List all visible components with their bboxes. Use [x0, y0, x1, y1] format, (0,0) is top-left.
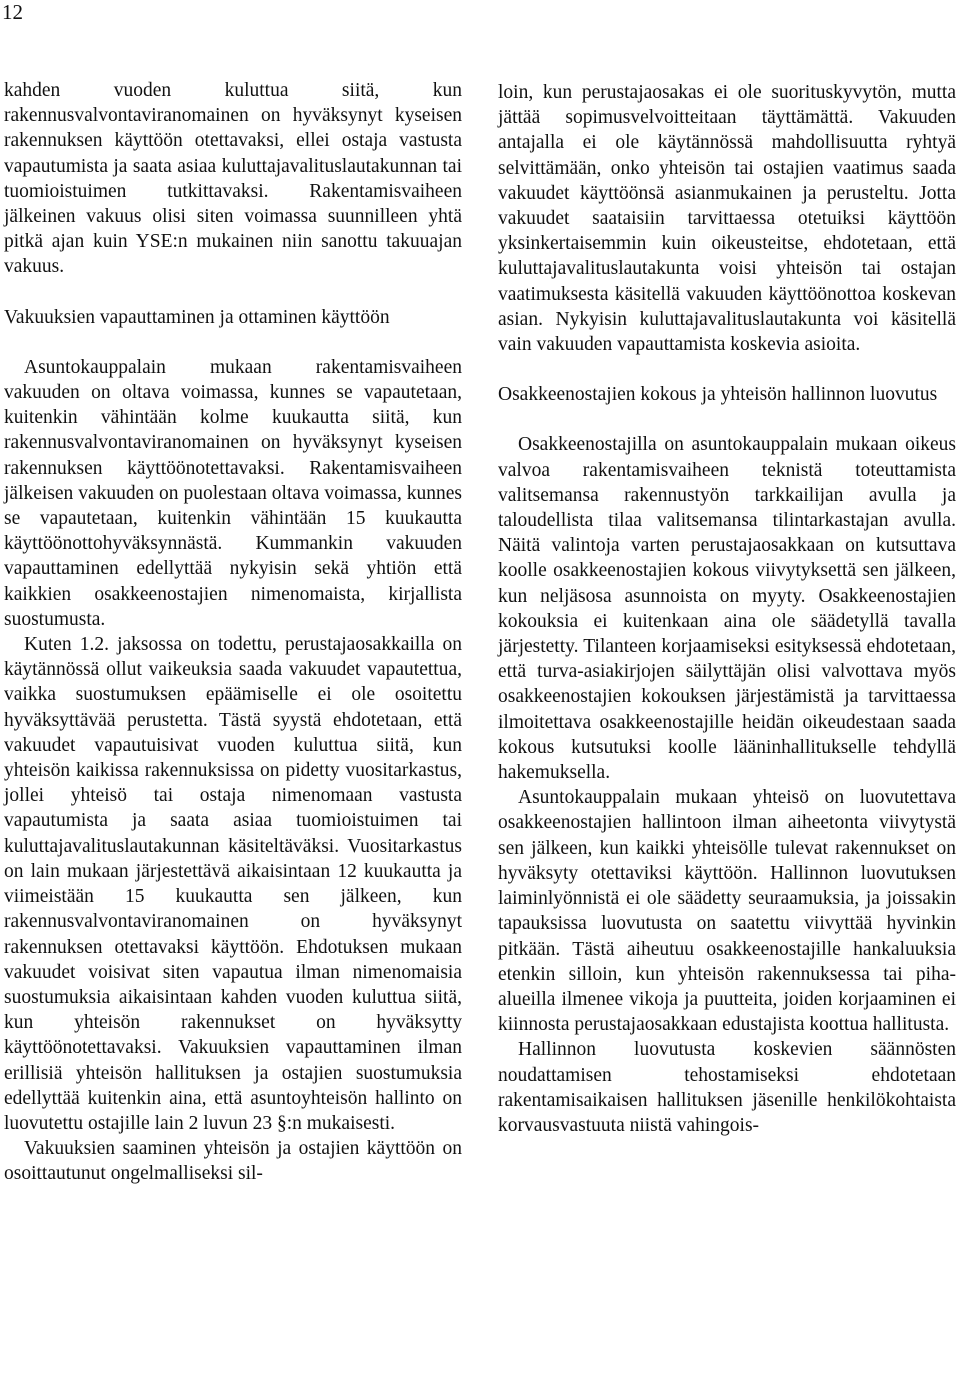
left-column — [4, 78, 462, 1187]
left-paragraph-3: Kuten 1.2. jaksossa on todettu, perustajaosakkailla on käytännössä ollut vaikeuksia saada vakuudet vapautettua, vaikka suostumuksen epäämiselle ei ole osoitettu hyväksyttävää perustetta. Tästä syystä ehdotetaan, että vakuudet vapautuisivat vuoden kuluttua siitä, kun yhteisön kaikissa rakennuksissa on pidetty vuositarkastus, jollei yhteisö tai ostaja nimenomaan vastusta vapautumista ja saata asiaa tuomioistuimen tai kuluttajavalituslautakunnan käsiteltäväksi. Vuositarkastus on lain mukaan järjestettävä aikaisintaan 12 kuukautta ja viimeistään 15 kuukautta sen jälkeen, kun rakennusvalvontaviranomainen on hyväksynyt rakennuksen otettavaksi käyttöön. Ehdotuksen mukaan vakuudet voisivat siten vapautua ilman nimenomaisia suostumuksia aikaisintaan kahden vuoden kuluttua siitä, kun yhteisön rakennukset on hyväksytty käyttöönotettavaksi. Vakuuksien vapauttaminen ilman erillisiä yhteisön hallituksen ja ostajien suostumuksia edellyttää kuitenkin aina, että asuntoyhteisön hallinto on luovutettu ostajille lain 2 luvun 23 §:n mukaisesti. — [4, 634, 462, 1134]
right-column — [498, 80, 956, 1138]
right-paragraph-2: Osakkeenostajilla on asuntokauppalain mukaan oikeus valvoa rakentamisvaiheen teknistä toteuttamista valitsemansa rakennustyön tarkkailijan avulla ja taloudellista tilaa valitsemansa tilintarkastajan avulla. Näitä valintoja varten perustajaosakkaan on kutsuttava koolle osakkeenostajien kokous viivytyksettä sen jälkeen, kun neljäsosa asunnoista on myyty. Osakkeenostajien kokouksia ei kuitenkaan aina ole säädetyllä tavalla järjestetty. Tilanteen korjaamiseksi esityksessä ehdotetaan, että turva-asiakirjojen säilyttäjän olisi valvottava myös osakkeenostajien kokouksen järjestämistä ja tarvittaessa ilmoitettava osakkeenostajille heidän oikeudestaan saada kokous kutsutuksi koolle lääninhallitukselle tehdyllä hakemuksella. — [498, 434, 956, 784]
left-paragraph-1: kahden vuoden kuluttua siitä, kun rakennusvalvontaviranomainen on hyväksynyt kyseisen rakennuksen käyttöön otettavaksi, ellei ostaja vastusta vapautumista ja saata asiaa kuluttajavalituslautakunnan tai tuomioistuimen tutkittavaksi. Rakentamisvaiheen jälkeinen vakuus olisi siten voimassa suunnilleen yhtä pitkä ajan kuin YSE:n mukainen niin sanottu takuuajan vakuus. — [4, 80, 462, 278]
left-paragraph-2: Asuntokauppalain mukaan rakentamisvaiheen vakuuden on oltava voimassa, kunnes se vapautetaan, kuitenkin vähintään kolme kuukautta siitä, kun rakennusvalvontaviranomainen on hyväksynyt kyseisen rakennuksen käyttöönotettavaksi. Rakentamisvaiheen jälkeisen vakuuden on puolestaan oltava voimassa, kunnes se vapautetaan, kuitenkin vähintään 15 kuukautta käyttöönottohyväksynnästä. Kummankin vakuuden vapauttaminen edellyttää nykyisin sekä yhtiön että kaikkien osakkeenostajien nimenomaista, kirjallista suostumusta. — [4, 356, 462, 630]
left-paragraph-4: Vakuuksien saaminen yhteisön ja ostajien käyttöön on osoittautunut ongelmalliseksi sil- — [4, 1138, 462, 1185]
right-paragraph-3: Asuntokauppalain mukaan yhteisö on luovutettava osakkeenostajien hallintoon ilman aiheetonta viivytystä sen jälkeen, kun kaikki yhteisölle tulevat rakennukset on hyväksyty otettaviksi käyttöön. Hallinnon luovutuksen laiminlyönnistä ei ole säädetty seuraamuksia, ja joissakin tapauksissa luovutusta on saatettu viivyttää hyvinkin pitkään. Tästä aiheutuu osakkeenostajille hankaluuksia etenkin silloin, kun yhteisön rakennuksessa tai piha-alueilla ilmenee vikoja ja puutteita, joiden korjaaminen ei kiinnosta perustajaosakkaan edustajista koottua hallitusta. — [498, 787, 956, 1036]
page-number: 12 — [2, 0, 23, 24]
section-heading-osakkeenostajien-kokous: Osakkeenostajien kokous ja yhteisön hallinnon luovutus — [498, 384, 938, 406]
right-paragraph-1: loin, kun perustajaosakas ei ole suorituskyvytön, mutta jättää sopimusvelvoitteitaan täyttämättä. Vakuuden antajalla ei ole käytännössä mahdollisuutta ryhtyä selvittämään, onko yhteisön tai ostajien vaatimus saada vakuudet käyttöönsä asianmukainen ja perusteltu. Jotta vakuudet saataisiin tarvittaessa otetuiksi käyttöön yksinkertaisemmin kuin oikeusteitse, ehdotetaan, että kuluttajavalituslautakunta voisi yhteisön tai ostajan vaatimuksesta käsitellä vakuuden käyttöönottoa koskevan asian. Nykyisin kuluttajavalituslautakunta voi käsitellä vain vakuuden vapauttamista koskevia asioita. — [498, 82, 956, 356]
section-heading-vakuuksien-vapauttaminen: Vakuuksien vapauttaminen ja ottaminen käyttöön — [4, 306, 390, 328]
right-paragraph-4: Hallinnon luovutusta koskevien säännösten noudattamisen tehostamiseksi ehdotetaan rakentamisaikaisen hallituksen jäsenille henkilökohtaista korvausvastuuta niistä vahingois- — [498, 1039, 956, 1136]
